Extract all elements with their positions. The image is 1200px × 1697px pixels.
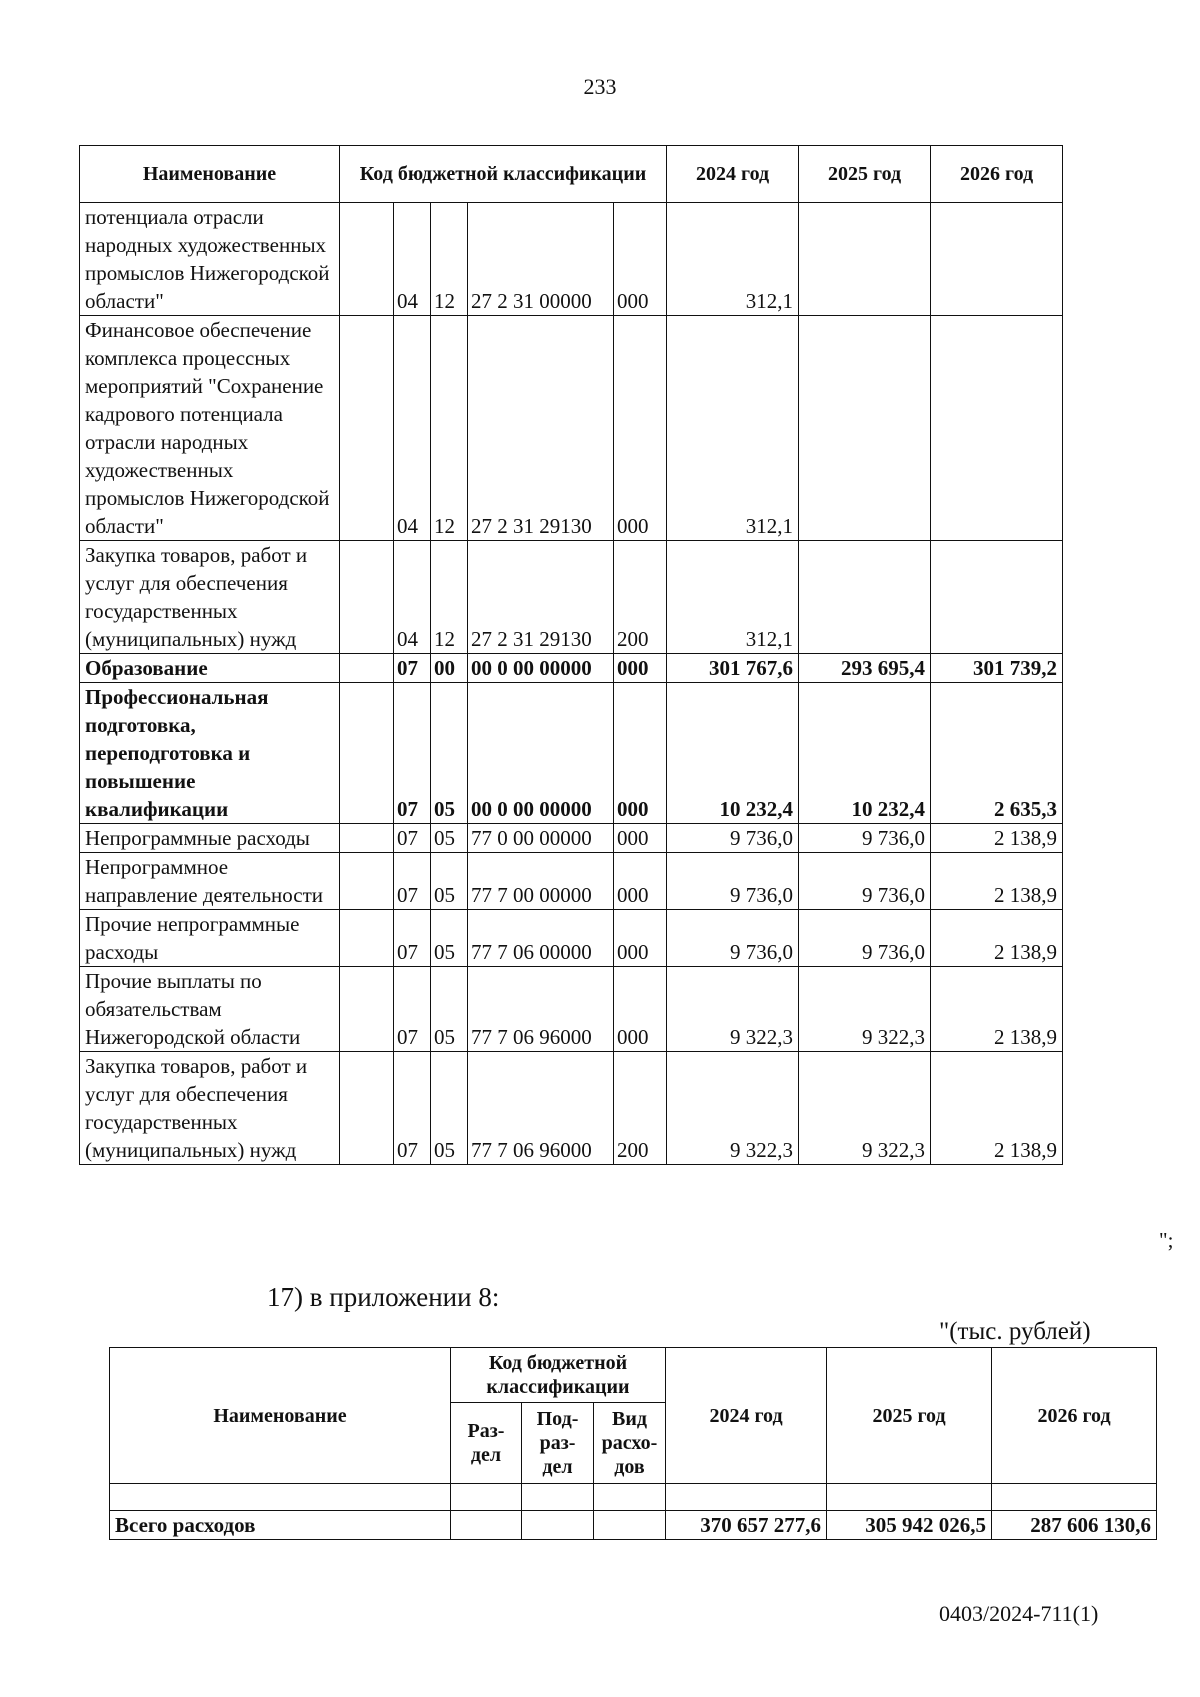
code-article: 00 0 00 00000 (468, 683, 614, 824)
total-row (110, 1511, 1157, 1540)
code-razdel: 07 (394, 853, 431, 910)
header-2026: 2026 год (931, 146, 1063, 203)
code-podrazdel: 05 (431, 824, 468, 853)
code-vid: 000 (614, 316, 667, 541)
row-name: Финансовое обеспечение комплекса процессных мероприятий "Сохранение кадрового потенциала отрасли народных художественных промыслов Нижегородской области" (80, 316, 340, 541)
header-2024: 2024 год (667, 146, 799, 203)
code-article: 27 2 31 29130 (468, 541, 614, 654)
header-2025: 2025 год (799, 146, 931, 203)
value-2026: 2 138,9 (931, 1052, 1063, 1165)
header-code: Код бюджетной классификации (340, 146, 667, 203)
header-code: Код бюджетной классификации (451, 1348, 666, 1403)
value-2025: 9 322,3 (799, 967, 931, 1052)
code-vid: 000 (614, 654, 667, 683)
header-2024: 2024 год (666, 1348, 827, 1484)
code-podrazdel: 12 (431, 316, 468, 541)
value-2026 (931, 203, 1063, 316)
code-vid: 000 (614, 910, 667, 967)
row-name: потенциала отрасли народных художественных промыслов Нижегородской области" (80, 203, 340, 316)
table-row (80, 654, 1157, 683)
units-label: "(тыс. рублей) (939, 1318, 1091, 1345)
value-2024: 301 767,6 (667, 654, 799, 683)
budget-table-continued (79, 145, 1157, 1165)
value-2025: 10 232,4 (799, 683, 931, 824)
value-2024: 312,1 (667, 203, 799, 316)
value-2024: 9 322,3 (667, 1052, 799, 1165)
code-article: 77 7 06 96000 (468, 967, 614, 1052)
total-2026: 287 606 130,6 (992, 1511, 1157, 1540)
code-razdel: 07 (394, 824, 431, 853)
code-razdel: 04 (394, 316, 431, 541)
page-number: 233 (583, 74, 617, 99)
value-2026: 2 138,9 (931, 853, 1063, 910)
value-2025: 9 736,0 (799, 910, 931, 967)
value-2024: 10 232,4 (667, 683, 799, 824)
table-row (80, 824, 1157, 853)
header-podrazdel: Под- раз- дел (522, 1403, 594, 1484)
table-row (80, 541, 1157, 654)
value-2026: 2 138,9 (931, 824, 1063, 853)
value-2024: 312,1 (667, 541, 799, 654)
value-2025: 293 695,4 (799, 654, 931, 683)
header-name: Наименование (110, 1348, 451, 1484)
code-razdel: 04 (394, 203, 431, 316)
empty-row (110, 1484, 1157, 1511)
header-vid: Вид расхо- дов (594, 1403, 666, 1484)
value-2025 (799, 541, 931, 654)
table-row (80, 203, 1157, 316)
code-article: 77 7 06 96000 (468, 1052, 614, 1165)
code-razdel: 07 (394, 683, 431, 824)
header-2025: 2025 год (827, 1348, 992, 1484)
value-2024: 9 736,0 (667, 853, 799, 910)
code-vid: 000 (614, 203, 667, 316)
code-razdel: 07 (394, 654, 431, 683)
code-razdel: 07 (394, 910, 431, 967)
value-2025: 9 736,0 (799, 824, 931, 853)
total-label: Всего расходов (110, 1511, 451, 1540)
code-podrazdel: 00 (431, 654, 468, 683)
row-name: Закупка товаров, работ и услуг для обеспечения государственных (муниципальных) нужд (80, 541, 340, 654)
code-vid: 200 (614, 541, 667, 654)
value-2026 (931, 316, 1063, 541)
value-2026 (931, 541, 1063, 654)
table-row (80, 316, 1157, 541)
code-article: 27 2 31 29130 (468, 316, 614, 541)
value-2025 (799, 203, 931, 316)
code-razdel: 07 (394, 967, 431, 1052)
code-podrazdel: 05 (431, 967, 468, 1052)
code-razdel: 07 (394, 1052, 431, 1165)
code-vid: 000 (614, 683, 667, 824)
document-number: 0403/2024-711(1) (939, 1601, 1099, 1626)
header-2026: 2026 год (992, 1348, 1157, 1484)
table-row (80, 853, 1157, 910)
table-row (80, 1052, 1157, 1165)
code-vid: 000 (614, 853, 667, 910)
code-razdel: 04 (394, 541, 431, 654)
row-name: Непрограммное направление деятельности (80, 853, 340, 910)
row-name: Профессиональная подготовка, переподготовка и повышение квалификации (80, 683, 340, 824)
code-vid: 000 (614, 824, 667, 853)
value-2024: 312,1 (667, 316, 799, 541)
code-podrazdel: 05 (431, 683, 468, 824)
value-2024: 9 736,0 (667, 824, 799, 853)
code-podrazdel: 12 (431, 203, 468, 316)
value-2025: 9 736,0 (799, 853, 931, 910)
value-2026: 301 739,2 (931, 654, 1063, 683)
code-podrazdel: 12 (431, 541, 468, 654)
code-podrazdel: 05 (431, 1052, 468, 1165)
header-razdel: Раз- дел (451, 1403, 522, 1484)
table-row (80, 910, 1157, 967)
code-vid: 000 (614, 967, 667, 1052)
total-2024: 370 657 277,6 (666, 1511, 827, 1540)
value-2025 (799, 316, 931, 541)
code-article: 77 0 00 00000 (468, 824, 614, 853)
table-row (80, 967, 1157, 1052)
code-article: 77 7 00 00000 (468, 853, 614, 910)
code-vid: 200 (614, 1052, 667, 1165)
total-2025: 305 942 026,5 (827, 1511, 992, 1540)
closing-quote: "; (1159, 1228, 1174, 1252)
budget-table-appendix-8 (109, 1347, 1157, 1540)
value-2024: 9 736,0 (667, 910, 799, 967)
section-caption: 17) в приложении 8: (267, 1282, 500, 1312)
row-name: Прочие непрограммные расходы (80, 910, 340, 967)
table-row (80, 683, 1157, 824)
row-name: Непрограммные расходы (80, 824, 340, 853)
code-article: 77 7 06 00000 (468, 910, 614, 967)
code-podrazdel: 05 (431, 910, 468, 967)
value-2024: 9 322,3 (667, 967, 799, 1052)
code-podrazdel: 05 (431, 853, 468, 910)
value-2026: 2 138,9 (931, 967, 1063, 1052)
value-2026: 2 138,9 (931, 910, 1063, 967)
row-name: Прочие выплаты по обязательствам Нижегородской области (80, 967, 340, 1052)
row-name: Закупка товаров, работ и услуг для обеспечения государственных (муниципальных) нужд (80, 1052, 340, 1165)
value-2025: 9 322,3 (799, 1052, 931, 1165)
header-name: Наименование (80, 146, 340, 203)
row-name: Образование (80, 654, 340, 683)
value-2026: 2 635,3 (931, 683, 1063, 824)
code-article: 27 2 31 00000 (468, 203, 614, 316)
code-article: 00 0 00 00000 (468, 654, 614, 683)
